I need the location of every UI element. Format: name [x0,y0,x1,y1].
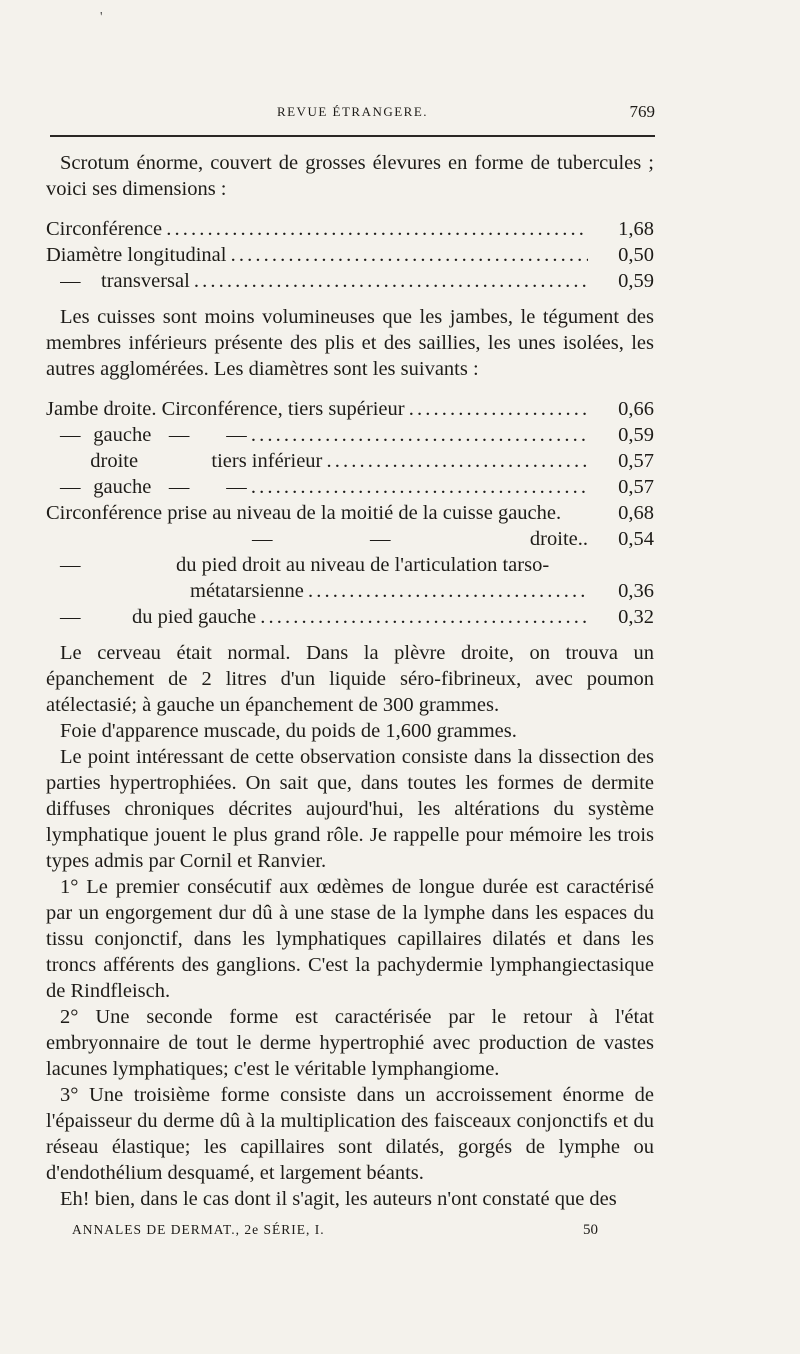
table-row [46,604,654,630]
limb-diameters-table [46,396,654,630]
ditto-mark: — . . . [226,422,588,448]
paragraph: 3° Une troisième forme consiste dans un accroissement énorme de l'épaisseur du derme dû à la multiplication des faisceaux conjonctifs et du réseau élastique; les capillaires sont dilatés, gorgés de lymphe ou d'endothélium desquamé, et largement béants. [46,1084,654,1184]
row-value: 0,59 [618,424,654,446]
paragraph: Les cuisses sont moins volumineuses que les jambes, le tégument des membres inférieurs présente des plis et des saillies, les unes isolées, les autres agglomérées. Les diamètres sont les suivants : [46,306,654,380]
row-label: — transversal . . . [60,268,588,294]
row-label: du pied droit au niveau de l'articulation tarso- [176,554,550,576]
table-row [46,474,654,500]
table-row [46,578,654,604]
paragraph: Le cerveau était normal. Dans la plèvre droite, on trouva un épanchement de 2 litres d'un liquide séro-fibrineux, avec poumon atélectasié; à gauche un épanchement de 300 grammes. [46,642,654,716]
paragraph: Le point intéressant de cette observation consiste dans la dissection des parties hypertrophiées. On sait que, dans toutes les formes de dermite diffuses chroniques décrites aujourd'hui, les altérations du système lymphatique jouent le plus grand rôle. Je rappelle pour mémoire les trois types admis par Cornil et Ranvier. [46,746,654,872]
row-value: 1,68 [618,218,654,240]
row-value: 0,50 [618,244,654,266]
page-header [50,104,655,126]
row-value: 0,57 [618,450,655,472]
row-value: 0,66 [618,398,654,420]
table-row [46,268,654,294]
row-label: Circonférence . . . [46,216,588,242]
table-row [46,526,654,552]
row-side: droite [90,450,139,472]
row-label: métatarsienne . . . [190,578,588,604]
table-row [46,448,654,474]
ditto-mark: — [60,554,81,576]
ditto-mark: — [370,528,391,550]
row-value: 0,57 [618,476,654,498]
table-row [46,500,654,526]
scrotum-dimensions-table [46,216,654,294]
row-label: Jambe droite. Circonférence, tiers supérieur . . . [46,396,588,422]
table-row [46,396,654,422]
paragraph: 2° Une seconde forme est caractérisée par le retour à l'état embryonnaire de tout le derme hypertrophié avec production de vastes lacunes lymphatiques; c'est le véritable lymphangiome. [46,1006,654,1080]
ditto-mark: — [60,476,81,498]
row-side: gauche [93,476,152,498]
paragraph: Scrotum énorme, couvert de grosses élevures en forme de tubercules ; voici ses dimensions : [46,152,654,200]
page-footer [72,1222,598,1242]
page-body [46,150,654,1212]
ditto-mark: — [60,424,81,446]
paragraph: Foie d'apparence muscade, du poids de 1,600 grammes. [60,720,517,742]
ditto-mark: — . . . [226,474,588,500]
ditto-mark: — [168,476,190,498]
journal-signature: ANNALES DE DERMAT., 2e SÉRIE, I. [72,1222,325,1237]
table-row [46,552,654,578]
table-row [46,216,654,242]
row-value: 0,32 [618,606,654,628]
row-value: 0,59 [618,270,654,292]
stray-mark: ' [100,10,103,25]
row-side: gauche [93,424,152,446]
running-title: REVUE ÉTRANGERE. [276,104,429,119]
row-label: Circonférence prise au niveau de la moitié de la cuisse gauche. [46,502,562,524]
row-value: 0,54 [618,528,654,550]
row-value: 0,36 [618,580,654,602]
ditto-mark: — [168,424,190,446]
row-label: du pied gauche . . . [132,604,588,630]
signature-number: 50 [583,1222,598,1238]
ditto-mark: — [60,606,81,628]
row-label: Diamètre longitudinal . . . [46,242,588,268]
row-level: tiers inférieur . . . [211,448,588,474]
page-number: 769 [629,102,655,121]
paragraph: 1° Le premier consécutif aux œdèmes de longue durée est caractérisé par un engorgement dur dû à une stase de la lymphe dans les espaces du tissu conjonctif, dans les lymphatiques capillaires dilatés et dans les troncs afférents des ganglions. C'est la pachydermie lymphangiectasique de Rindfleisch. [46,876,654,1002]
table-row [46,422,654,448]
ditto-mark: — [252,528,273,550]
row-value: 0,68 [618,502,654,524]
table-row [46,242,654,268]
header-rule [50,135,655,137]
paragraph: Eh! bien, dans le cas dont il s'agit, les auteurs n'ont constaté que des [60,1188,617,1210]
row-label: droite.. [529,528,588,550]
